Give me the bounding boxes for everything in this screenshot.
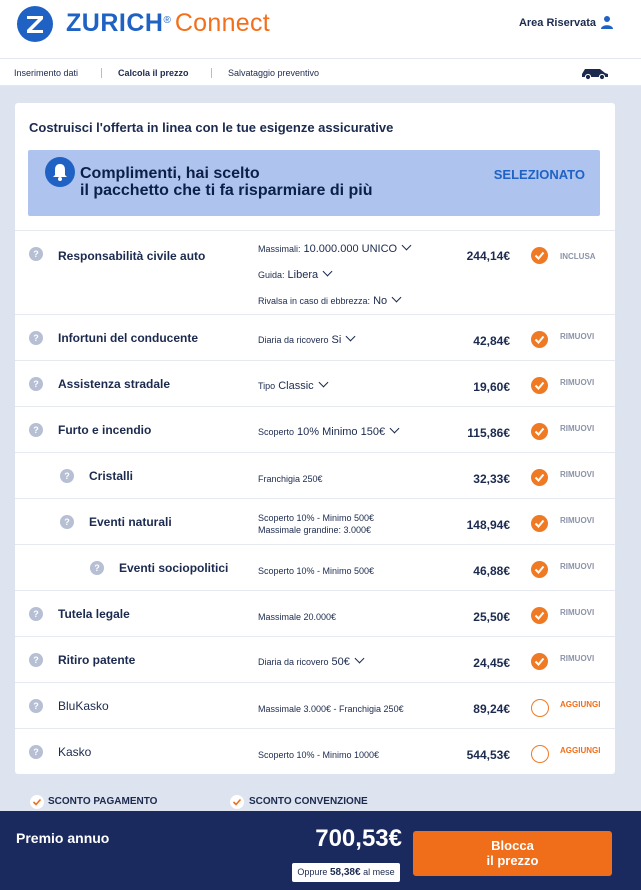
- coverage-price: 19,60€: [473, 380, 510, 394]
- coverage-price: 42,84€: [473, 334, 510, 348]
- detail-value: 10.000.000 UNICO: [303, 243, 398, 255]
- chevron-down-icon[interactable]: [392, 293, 402, 303]
- coverage-price: 89,24€: [473, 702, 510, 716]
- banner-line-1: Complimenti, hai scelto: [80, 165, 260, 182]
- chevron-down-icon[interactable]: [318, 378, 328, 388]
- check-icon: [531, 607, 548, 624]
- brand-name[interactable]: [66, 9, 270, 37]
- header: [0, 0, 641, 58]
- add-circle-icon[interactable]: [531, 699, 549, 717]
- banner-line-2: il pacchetto che ti fa risparmiare di più: [80, 182, 373, 199]
- coverage-row-tutela-legale: [15, 590, 615, 636]
- offer-card: [15, 103, 615, 774]
- brand-zurich: ZURICH: [66, 9, 164, 37]
- coverage-price: 244,14€: [466, 249, 510, 263]
- check-icon: [531, 247, 548, 264]
- help-icon[interactable]: ?: [29, 423, 43, 437]
- remove-button[interactable]: RIMUOVI: [560, 332, 595, 341]
- coverage-row-rca: [15, 230, 615, 314]
- chevron-down-icon[interactable]: [346, 332, 356, 342]
- help-icon[interactable]: ?: [60, 469, 74, 483]
- detail-label: Diaria da ricovero: [258, 335, 329, 345]
- blocca-prezzo-button[interactable]: [413, 831, 612, 876]
- remove-button[interactable]: RIMUOVI: [560, 516, 595, 525]
- detail-label: Diaria da ricovero: [258, 657, 329, 667]
- coverage-name: Assistenza stradale: [58, 377, 171, 391]
- detail-rivalsa[interactable]: [258, 296, 400, 307]
- monthly-value: 58,38€: [329, 867, 361, 878]
- detail-scoperto: Scoperto 10% - Minimo 500€: [258, 513, 375, 523]
- step-divider: [211, 68, 212, 78]
- discount-check-icon: [30, 795, 44, 809]
- detail-value: Classic: [278, 380, 314, 392]
- detail-scoperto[interactable]: [258, 427, 398, 438]
- detail-label: Rivalsa in caso di ebbrezza:: [258, 296, 371, 306]
- check-icon: [531, 423, 548, 440]
- area-riservata-link[interactable]: Area Riservata: [518, 17, 596, 29]
- coverage-price: 544,53€: [466, 748, 510, 762]
- coverage-price: 115,86€: [467, 426, 510, 440]
- add-button[interactable]: AGGIUNGI: [560, 746, 601, 755]
- footer-bar: [0, 811, 641, 890]
- detail-label: Scoperto: [258, 427, 295, 437]
- discount-check-icon: [230, 795, 244, 809]
- zurich-logo[interactable]: [17, 6, 53, 42]
- offer-title: Costruisci l'offerta in linea con le tue esigenze assicurative: [29, 120, 394, 135]
- car-icon: [580, 66, 610, 80]
- coverage-row-ritiro-patente: [15, 636, 615, 682]
- banner-message: [80, 165, 373, 199]
- step-salvataggio-preventivo[interactable]: Salvataggio preventivo: [228, 68, 320, 78]
- chevron-down-icon[interactable]: [323, 267, 333, 277]
- coverage-name: Responsabilità civile auto: [58, 249, 206, 263]
- remove-button[interactable]: RIMUOVI: [560, 470, 595, 479]
- chevron-down-icon[interactable]: [402, 241, 412, 251]
- coverage-row-assistenza: [15, 360, 615, 406]
- detail-value: 10% Minimo 150€: [297, 426, 386, 438]
- action-inclusa: INCLUSA: [560, 252, 596, 261]
- coverage-row-infortuni: [15, 314, 615, 360]
- cta-line-2: il prezzo: [486, 853, 539, 868]
- check-icon: [531, 469, 548, 486]
- help-icon[interactable]: ?: [29, 377, 43, 391]
- coverage-name: Eventi sociopolitici: [119, 561, 229, 575]
- coverage-row-cristalli: [15, 452, 615, 498]
- discount-pagamento: SCONTO PAGAMENTO: [48, 796, 158, 807]
- detail-value: Si: [331, 334, 342, 346]
- user-icon[interactable]: [601, 15, 613, 29]
- remove-button[interactable]: RIMUOVI: [560, 608, 595, 617]
- detail-scoperto: Scoperto 10% - Minimo 500€: [258, 566, 375, 576]
- coverage-row-eventi-naturali: [15, 498, 615, 544]
- detail-diaria[interactable]: [258, 657, 363, 668]
- help-icon[interactable]: ?: [90, 561, 104, 575]
- discount-convenzione: SCONTO CONVENZIONE: [249, 796, 368, 807]
- cta-line-1: Blocca: [491, 838, 534, 853]
- coverage-price: 25,50€: [473, 610, 510, 624]
- coverage-name: Infortuni del conducente: [58, 331, 198, 345]
- premium-label: Premio annuo: [16, 830, 110, 846]
- chevron-down-icon[interactable]: [390, 424, 400, 434]
- help-icon[interactable]: ?: [29, 607, 43, 621]
- coverage-name: Furto e incendio: [58, 423, 152, 437]
- detail-massimale-franchigia: Massimale 3.000€ - Franchigia 250€: [258, 704, 404, 714]
- progress-steps: [0, 58, 641, 86]
- monthly-suffix: al mese: [363, 867, 395, 877]
- help-icon[interactable]: ?: [29, 745, 43, 759]
- add-button[interactable]: AGGIUNGI: [560, 700, 601, 709]
- detail-massimali[interactable]: [258, 244, 410, 255]
- bell-icon: [45, 157, 75, 187]
- coverage-name: Eventi naturali: [89, 515, 172, 529]
- detail-diaria[interactable]: [258, 335, 354, 346]
- selected-package-banner: [28, 150, 600, 216]
- help-icon[interactable]: ?: [29, 331, 43, 345]
- help-icon[interactable]: ?: [29, 653, 43, 667]
- detail-value: Libera: [287, 269, 319, 281]
- coverage-name: Kasko: [58, 745, 92, 759]
- coverage-name: Cristalli: [89, 469, 134, 483]
- detail-franchigia: Franchigia 250€: [258, 474, 323, 484]
- coverage-price: 46,88€: [473, 564, 510, 578]
- detail-tipo[interactable]: [258, 381, 327, 392]
- detail-label: Massimali:: [258, 244, 301, 254]
- detail-label: Guida:: [258, 270, 285, 280]
- coverage-name: Tutela legale: [58, 607, 130, 621]
- detail-massimale: Massimale 20.000€: [258, 612, 337, 622]
- detail-guida[interactable]: [258, 270, 331, 281]
- coverage-price: 32,33€: [473, 472, 510, 486]
- help-icon[interactable]: ?: [60, 515, 74, 529]
- help-icon[interactable]: ?: [29, 247, 43, 261]
- monthly-price-box: [292, 863, 400, 882]
- coverage-price: 148,94€: [466, 518, 510, 532]
- step-calcola-prezzo[interactable]: Calcola il prezzo: [118, 68, 189, 78]
- chevron-down-icon[interactable]: [354, 654, 364, 664]
- check-icon: [531, 515, 548, 532]
- detail-scoperto: Scoperto 10% - Minimo 1000€: [258, 750, 380, 760]
- brand-registered: ®: [163, 15, 171, 26]
- detail-value: 50€: [331, 656, 350, 668]
- coverage-row-kasko: [15, 728, 615, 774]
- remove-button[interactable]: RIMUOVI: [560, 654, 595, 663]
- brand-connect: Connect: [174, 9, 271, 37]
- premium-total: 700,53€: [315, 825, 402, 852]
- add-circle-icon[interactable]: [531, 745, 549, 763]
- help-icon[interactable]: ?: [29, 699, 43, 713]
- step-inserimento-dati[interactable]: Inserimento dati: [14, 68, 79, 78]
- coverage-price: 24,45€: [473, 656, 510, 670]
- monthly-prefix: Oppure: [297, 867, 328, 877]
- coverage-row-blukasko: [15, 682, 615, 728]
- check-icon: [531, 561, 548, 578]
- detail-value: No: [373, 295, 388, 307]
- coverage-row-furto: [15, 406, 615, 452]
- coverage-name: BluKasko: [58, 699, 109, 713]
- coverage-name: Ritiro patente: [58, 653, 136, 667]
- zurich-z-icon: [17, 6, 53, 42]
- selected-status: SELEZIONATO: [493, 167, 585, 182]
- remove-button[interactable]: RIMUOVI: [560, 562, 595, 571]
- remove-button[interactable]: RIMUOVI: [560, 378, 595, 387]
- detail-label: Tipo: [258, 381, 276, 391]
- step-divider: [101, 68, 102, 78]
- check-icon: [531, 331, 548, 348]
- detail-massimale-grandine: Massimale grandine: 3.000€: [258, 525, 372, 535]
- remove-button[interactable]: RIMUOVI: [560, 424, 595, 433]
- check-icon: [531, 377, 548, 394]
- coverage-row-eventi-sociopolitici: [15, 544, 615, 590]
- check-icon: [531, 653, 548, 670]
